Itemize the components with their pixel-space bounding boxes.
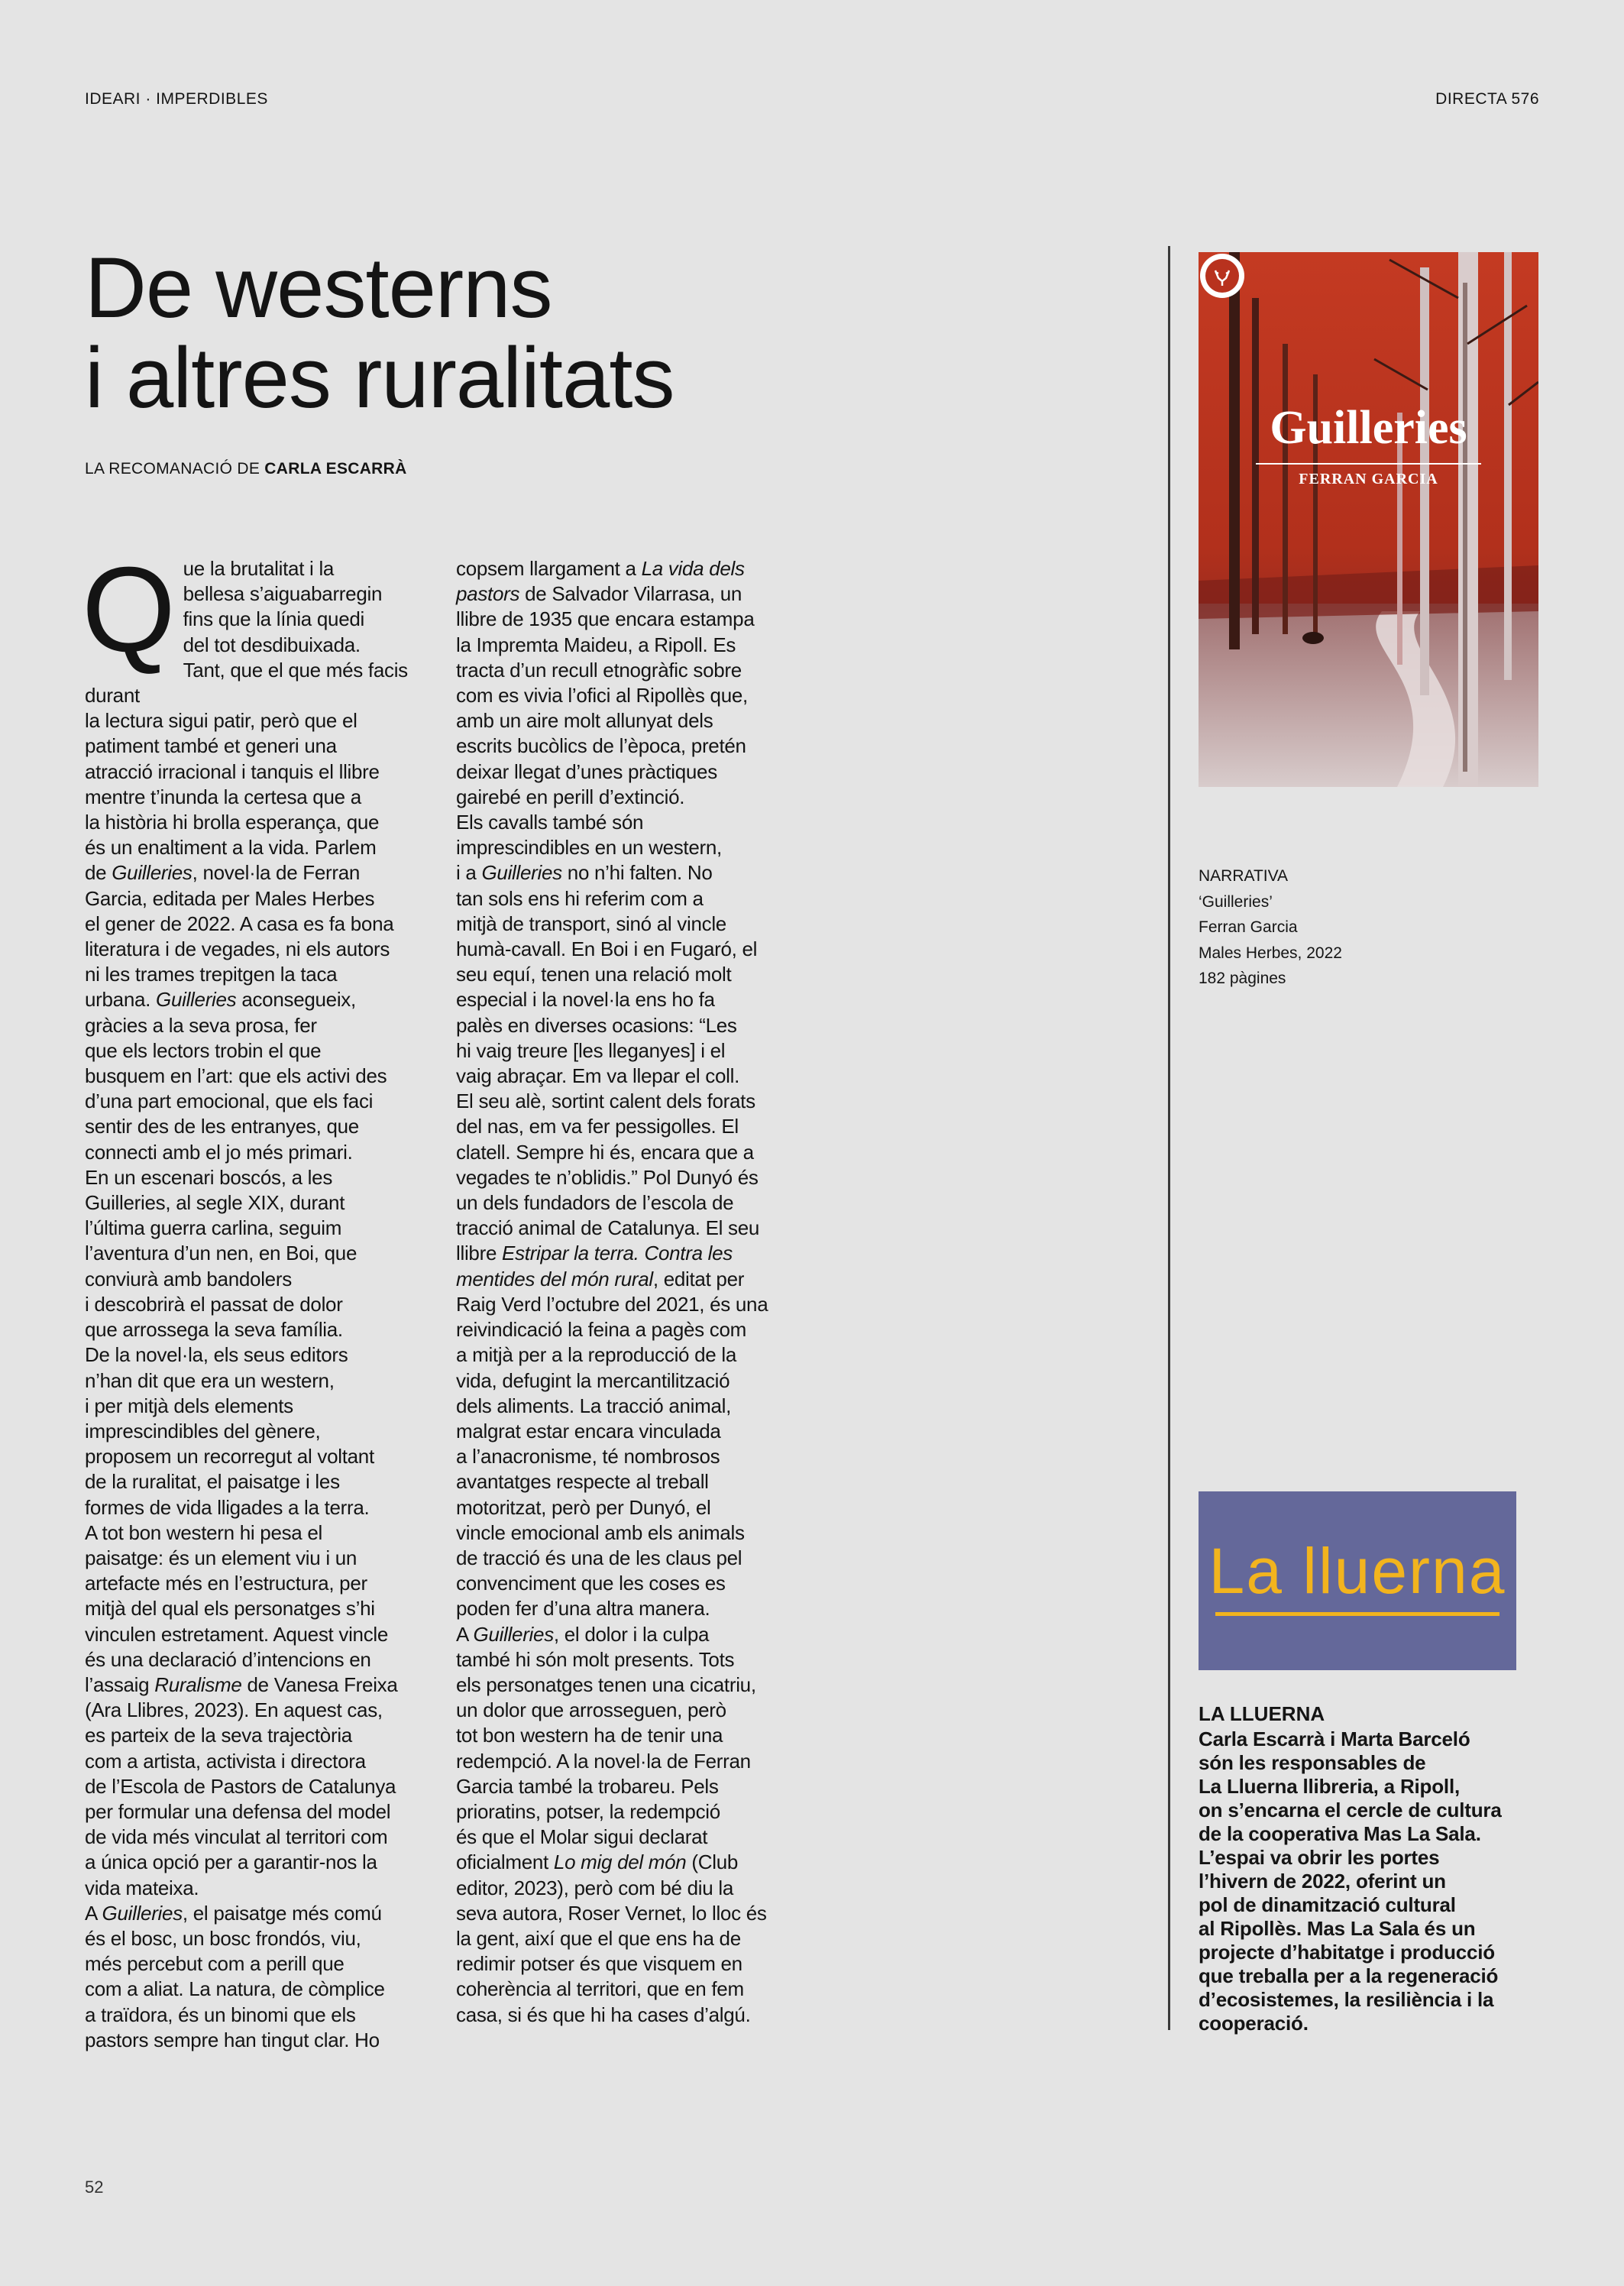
byline-prefix: LA RECOMANACIÓ DE bbox=[85, 460, 265, 478]
article-column-2 bbox=[456, 556, 800, 2028]
sidebar-line: projecte d’habitatge i producció bbox=[1199, 1941, 1495, 1964]
byline-author: CARLA ESCARRÀ bbox=[264, 460, 407, 478]
logo-text: La lluerna bbox=[1208, 1535, 1506, 1607]
column-2-text: copsem llargament a La vida dels pastors de Salvador Vilarrasa, un llibre de 1935 que encara estampa la Impremta Maideu, a Ripoll. Es tracta d’un recull etnogràfic sobre com es vivia l’ofici al Ripollès que, amb un aire molt allunyat dels escrits bucòlics de l’època, pretén deixar llegat d’unes pràctiques gairebé en perill d’extinció. Els cavalls també són imprescindibles en un western, i a Guilleries no n’hi falten. No tan sols ens hi referim com a mitjà de transport, sinó al vincle humà-cavall. En Boi i en Fugaró, el seu equí, tenen una relació molt especial i la novel·la ens ho fa palès en diverses ocasions: “Les hi vaig treure [les lleganyes] i el vaig abraçar. Em va llepar el coll. El seu alè, sortint calent dels forats del nas, em va fer pessigolles. El clatell. Sempre hi és, encara que a vegades te n’oblidis.” Pol Dunyó és un dels fundadors de l’escola de tracció animal de Catalunya. El seu llibre Estripar la terra. Contra les mentides del món rural, editat per Raig Verd l’octubre del 2021, és una reivindicació la feina a pagès com a mitjà per a la reproducció de la vida, defugint la mercantilització dels aliments. La tracció animal, malgrat estar encara vinculada a l’anacronisme, té nombrosos avantatges respecte al treball motoritzat, però per Dunyó, el vincle emocional amb els animals de tracció és una de les claus pel convenciment que les coses es poden fer d’una altra manera. A Guilleries, el dolor i la culpa també hi són molt presents. Tots els personatges tenen una cicatriu, un dolor que arrosseguen, però tot bon western ha de tenir una redempció. A la novel·la de Ferran Garcia també la trobareu. Pels prioratins, potser, la redempció és que el Molar sigui declarat oficialment Lo mig del món (Club editor, 2023), però com bé diu la seva autora, Roser Vernet, lo lloc és la gent, així que el que ens ha de redimir potser és que visquem en coherència al territori, que en fem casa, si és que hi ha cases d’algú. bbox=[456, 557, 768, 2026]
sidebar-line: on s’encarna el cercle de cultura bbox=[1199, 1799, 1502, 1821]
drop-cap: Q bbox=[82, 542, 176, 677]
cover-illustration bbox=[1199, 252, 1538, 787]
sidebar-line: Carla Escarrà i Marta Barceló bbox=[1199, 1727, 1470, 1750]
column-1-text: ue la brutalitat i la bellesa s’aiguabarregin fins que la línia quedi del tot desdibuixada. Tant, que el que més facis durant la lectura sigui patir, però que el patiment també et generi una atracció irracional i tanquis el llibre mentre t’inunda la certesa que a la història hi brolla esperança, que és un enaltiment a la vida. Parlem de Guilleries, novel·la de Ferran Garcia, editada per Males Herbes el gener de 2022. A casa es fa bona literatura i de vegades, ni els autors ni les trames trepitgen la taca urbana. Guilleries aconsegueix, gràcies a la seva prosa, fer que els lectors trobin el que busquem en l’art: que els activi des d’una part emocional, que els faci sentir des de les entranyes, que connecti amb el jo més primari. En un escenari boscós, a les Guilleries, al segle XIX, durant l’última guerra carlina, seguim l’aventura d’un nen, en Boi, que conviurà amb bandolers i descobrirà el passat de dolor que arrossega la seva família. De la novel·la, els seus editors n’han dit que era un western, i per mitjà dels elements imprescindibles del gènere, proposem un recorregut al voltant de la ruralitat, el paisatge i les formes de vida lligades a la terra. A tot bon western hi pesa el paisatge: és un element viu i un artefacte més en l’estructura, per mitjà del qual els personatges s’hi vinculen estretament. Aquest vincle és una declaració d’intencions en l’assaig Ruralisme de Vanesa Freixa (Ara Llibres, 2023). En aquest cas, es parteix de la seva trajectòria com a artista, activista i directora de l’Escola de Pastors de Catalunya per formular una defensa del model de vida més vinculat al territori com a única opció per a garantir-nos la vida mateixa. A Guilleries, el paisatge més comú és el bosc, un bosc frondós, viu, més percebut com a perill que com a aliat. La natura, de còmplice a traïdora, és un binomi que els pastors sempre han tingut clar. Ho bbox=[85, 557, 408, 2051]
sidebar-line: d’ecosistemes, la resiliència i la bbox=[1199, 1988, 1494, 2011]
sidebar-text bbox=[1199, 1727, 1535, 2035]
sidebar-line: al Ripollès. Mas La Sala és un bbox=[1199, 1917, 1476, 1940]
book-author: Ferran Garcia bbox=[1199, 918, 1298, 936]
book-info bbox=[1199, 863, 1342, 992]
publisher-emblem-icon bbox=[1199, 252, 1246, 300]
book-publisher: Males Herbes, 2022 bbox=[1199, 944, 1342, 962]
sidebar-line: La Lluerna llibreria, a Ripoll, bbox=[1199, 1775, 1460, 1798]
sidebar-line: cooperació. bbox=[1199, 2012, 1309, 2035]
book-title: ‘Guilleries’ bbox=[1199, 892, 1273, 911]
title-line-1: De westerns bbox=[85, 240, 552, 335]
article-column-1 bbox=[82, 542, 429, 2053]
cover-title: Guilleries bbox=[1270, 402, 1467, 454]
cover-rule bbox=[1256, 463, 1481, 465]
cover-author: FERRAN GARCIA bbox=[1299, 471, 1438, 487]
page-number: 52 bbox=[85, 2178, 104, 2197]
sidebar-line: que treballa per a la regeneració bbox=[1199, 1964, 1499, 1987]
book-cover bbox=[1199, 252, 1538, 787]
sidebar-line: pol de dinamització cultural bbox=[1199, 1893, 1456, 1916]
sidebar-line: L’espai va obrir les portes bbox=[1199, 1846, 1440, 1869]
book-pages: 182 pàgines bbox=[1199, 970, 1286, 987]
sidebar-line: de la cooperativa Mas La Sala. bbox=[1199, 1822, 1481, 1845]
byline bbox=[85, 460, 407, 478]
la-lluerna-logo bbox=[1199, 1491, 1516, 1670]
logo-underline bbox=[1215, 1612, 1499, 1616]
article-title bbox=[85, 240, 675, 426]
sidebar-heading: LA LLUERNA bbox=[1199, 1702, 1325, 1725]
sidebar-line: són les responsables de bbox=[1199, 1751, 1426, 1774]
running-head-section: IDEARI · IMPERDIBLES bbox=[85, 90, 268, 108]
book-genre: NARRATIVA bbox=[1199, 867, 1289, 885]
sidebar-divider bbox=[1168, 246, 1170, 2030]
sidebar-line: l’hivern de 2022, oferint un bbox=[1199, 1870, 1446, 1893]
running-head-issue: DIRECTA 576 bbox=[1435, 90, 1539, 108]
title-line-2: i altres ruralitats bbox=[85, 330, 675, 426]
